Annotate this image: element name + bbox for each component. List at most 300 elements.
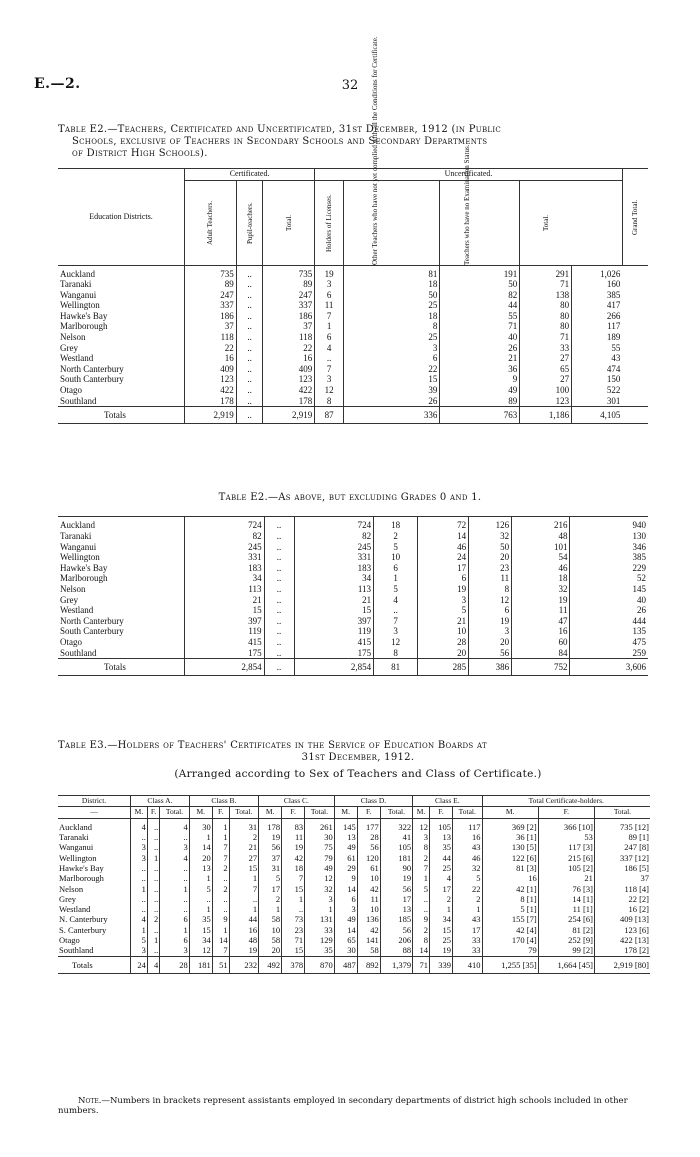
class-c: Class C. <box>259 796 335 807</box>
sub-m: M. <box>131 807 148 818</box>
table-cell: .. <box>131 904 148 914</box>
table-cell: 33 <box>453 945 483 956</box>
table-cell: 1 <box>189 873 212 883</box>
table-cell: 410 <box>453 956 483 973</box>
table-cell: 130 [5] <box>482 842 538 852</box>
totals-label: Totals <box>104 662 126 673</box>
table-cell: 40 <box>570 595 648 606</box>
sub-total: Total. <box>229 807 259 818</box>
table-cell: 131 <box>305 914 335 924</box>
table-cell: 8 <box>374 648 418 659</box>
col-licenses: Holders of Licenses. <box>325 193 334 252</box>
table-cell: 415 <box>185 637 265 648</box>
table-cell: 55 <box>572 343 623 354</box>
table-cell: 5 <box>453 873 483 883</box>
table-cell: 5 <box>374 542 418 553</box>
table-cell: .. <box>212 873 229 883</box>
table-cell: 397 <box>294 616 374 627</box>
table-cell: .. <box>131 873 148 883</box>
table-cell: 178 <box>259 818 282 832</box>
table-cell: 7 <box>212 853 229 863</box>
table-cell: 84 <box>512 648 570 659</box>
table-cell: 19 <box>229 945 259 956</box>
table-cell: 30 <box>189 818 212 832</box>
table-cell: 40 <box>440 332 520 343</box>
table-cell: .. <box>160 904 190 914</box>
table-cell: 5 <box>131 935 148 945</box>
table-cell: 1 <box>212 832 229 842</box>
table-cell: .. <box>160 894 190 904</box>
table-cell: 5 <box>413 884 430 894</box>
table-cell: 14 <box>334 925 357 935</box>
table-cell: 21 <box>538 873 594 883</box>
table-cell: 487 <box>334 956 357 973</box>
table-row <box>58 914 650 924</box>
table-cell: 2,854 <box>294 659 374 676</box>
col-exam: Teachers who have no Examination Status. <box>462 144 471 265</box>
table-cell: 21 <box>440 353 520 364</box>
table-cell: 6 <box>160 914 190 924</box>
table-cell: 15 <box>185 605 265 616</box>
table-row <box>58 584 648 595</box>
district-name: Hawke's Bay <box>60 562 108 573</box>
table-cell: .. <box>236 385 263 396</box>
table-cell: 56 <box>380 925 412 935</box>
table-cell: 80 <box>520 321 572 332</box>
table-cell: 940 <box>570 517 648 531</box>
table-cell: 117 [3] <box>538 842 594 852</box>
district-name: Westland <box>59 904 91 915</box>
document-code: E.—2. <box>34 76 81 92</box>
table-cell: 3 <box>315 279 344 290</box>
table-cell: 42 [1] <box>482 884 538 894</box>
table-cell: 2 <box>212 884 229 894</box>
table-cell: 27 <box>229 853 259 863</box>
table-cell: 126 <box>469 517 512 531</box>
table-cell: 19 <box>315 265 344 279</box>
table-cell: .. <box>147 945 159 956</box>
table-cell: 337 [12] <box>594 853 650 863</box>
table-cell: 18 <box>343 311 439 322</box>
table-cell: 5 [1] <box>482 904 538 914</box>
table-cell: 32 <box>453 863 483 873</box>
table-row <box>58 945 650 956</box>
sub-m: M. <box>413 807 430 818</box>
table-cell: 2,919 <box>263 407 315 424</box>
table-row <box>58 884 650 894</box>
table-cell: 22 <box>185 343 237 354</box>
table-cell: 31 <box>229 818 259 832</box>
table-cell: 177 <box>357 818 380 832</box>
table-cell: 397 <box>185 616 265 627</box>
table-cell: 26 <box>343 396 439 407</box>
table-cell: 24 <box>418 552 469 563</box>
table-cell: 31 <box>259 863 282 873</box>
table-cell: 73 <box>282 914 305 924</box>
table-cell: 247 <box>185 290 237 301</box>
table-cell: 422 <box>263 385 315 396</box>
district-name: Taranaki <box>60 279 92 290</box>
table-cell: .. <box>264 531 294 542</box>
table-cell: 35 <box>429 842 452 852</box>
table-cell: 55 <box>440 311 520 322</box>
table-cell: 444 <box>570 616 648 627</box>
table-cell: 14 <box>334 884 357 894</box>
table-cell: 2 <box>413 853 430 863</box>
table-cell: 170 [4] <box>482 935 538 945</box>
col-total2: Total. <box>541 214 550 231</box>
table-cell: 1 <box>147 935 159 945</box>
table-cell: 7 <box>315 311 344 322</box>
table-cell: 49 <box>440 385 520 396</box>
table-cell: 4 <box>131 914 148 924</box>
table-cell: 5 <box>259 873 282 883</box>
table-cell: 150 <box>572 374 623 385</box>
table-cell: 1 <box>413 873 430 883</box>
district-name: Hawke's Bay <box>60 310 108 321</box>
district-name: Auckland <box>60 268 95 279</box>
table-cell: 11 <box>512 605 570 616</box>
table-cell: 492 <box>259 956 282 973</box>
district-name: S. Canterbury <box>59 924 107 935</box>
table-cell: 4,105 <box>572 407 623 424</box>
table-cell: 186 [5] <box>594 863 650 873</box>
table-cell: 19 <box>512 595 570 606</box>
district-name: N. Canterbury <box>59 914 108 925</box>
table-cell: 232 <box>229 956 259 973</box>
table-cell: .. <box>147 832 159 842</box>
table-cell: 2 <box>212 863 229 873</box>
district-name: Southland <box>60 647 97 658</box>
table-cell: 48 <box>229 935 259 945</box>
table-cell: 105 <box>429 818 452 832</box>
class-d: Class D. <box>334 796 412 807</box>
table-cell: 4 <box>374 595 418 606</box>
table-cell: 1 <box>282 894 305 904</box>
table-cell: 15 <box>189 925 212 935</box>
table-cell: 6 <box>343 353 439 364</box>
totals-row <box>58 659 648 676</box>
district-name: Southland <box>59 945 94 956</box>
table-cell: 5 <box>189 884 212 894</box>
table-cell: 1 <box>131 925 148 935</box>
table-cell: 9 <box>440 374 520 385</box>
table-row <box>58 311 648 322</box>
table-cell: 1 <box>212 818 229 832</box>
table-row <box>58 853 650 863</box>
table-cell: 3 <box>160 945 190 956</box>
table-cell: 8 <box>469 584 512 595</box>
table-cell: 247 <box>263 290 315 301</box>
table-row <box>58 364 648 375</box>
table-cell: 8 <box>315 396 344 407</box>
table-cell: 35 <box>189 914 212 924</box>
table-cell: 1 <box>147 853 159 863</box>
table-cell: 37 <box>263 321 315 332</box>
table-cell: 1 <box>189 832 212 842</box>
table-cell: 183 <box>294 563 374 574</box>
table-cell: 12 <box>413 818 430 832</box>
table-cell: 119 <box>185 626 265 637</box>
table-cell: 4 <box>429 873 452 883</box>
table-cell: 7 <box>282 873 305 883</box>
table-cell: 10 <box>374 552 418 563</box>
footnote: Note.—Numbers in brackets represent assistants employed in secondary departments of district high schools included in other numbers. <box>58 1096 628 1116</box>
table-cell: .. <box>236 343 263 354</box>
table-cell: 36 [1] <box>482 832 538 842</box>
table-cell: 113 <box>185 584 265 595</box>
table-cell: 53 <box>538 832 594 842</box>
table-cell: 4 <box>131 818 148 832</box>
table-cell: .. <box>264 563 294 574</box>
table-cell: 56 <box>357 842 380 852</box>
table-cell: 2,854 <box>185 659 265 676</box>
table-cell: 13 <box>429 832 452 842</box>
table-cell: 100 <box>520 385 572 396</box>
table-cell: 378 <box>282 956 305 973</box>
table-cell: 474 <box>572 364 623 375</box>
table-row <box>58 300 648 311</box>
table-cell: 41 <box>380 832 412 842</box>
table-cell: 44 <box>429 853 452 863</box>
table-cell: 6 <box>315 332 344 343</box>
table-cell: 724 <box>294 517 374 531</box>
table-cell: 75 <box>305 842 335 852</box>
totals-label: Totals <box>104 410 126 421</box>
table-cell: .. <box>236 265 263 279</box>
table-cell: 4 <box>147 956 159 973</box>
table-cell: 58 <box>259 935 282 945</box>
table-cell: 178 [2] <box>594 945 650 956</box>
table-cell: 46 <box>512 563 570 574</box>
sub-m: M. <box>189 807 212 818</box>
table-row <box>58 552 648 563</box>
table-row <box>58 648 648 659</box>
table-cell: 7 <box>413 863 430 873</box>
totals-label: Totals <box>72 959 93 970</box>
table-cell: 175 <box>185 648 265 659</box>
table-cell: 7 <box>315 364 344 375</box>
table-cell: 18 <box>512 573 570 584</box>
table-cell: 25 <box>343 332 439 343</box>
table-cell: .. <box>264 552 294 563</box>
district-name: South Canterbury <box>60 374 124 385</box>
class-e: Class E. <box>413 796 482 807</box>
table-cell: 15 <box>282 884 305 894</box>
table-cell: 337 <box>185 300 237 311</box>
district-name: North Canterbury <box>60 363 124 374</box>
table-cell: 6 <box>418 573 469 584</box>
group-certificated: Certificated. <box>185 169 315 181</box>
table-cell: 44 <box>440 300 520 311</box>
table-cell: 3 <box>315 374 344 385</box>
district-name: Westland <box>60 353 94 364</box>
table-cell: 58 <box>357 945 380 956</box>
table-cell: 56 <box>380 884 412 894</box>
table-row <box>58 616 648 627</box>
table-cell: .. <box>189 894 212 904</box>
district-name: Wellington <box>60 552 100 563</box>
table-cell: 1 <box>160 925 190 935</box>
table-cell: 215 [6] <box>538 853 594 863</box>
table-cell: 339 <box>429 956 452 973</box>
table-cell: .. <box>264 573 294 584</box>
table-cell: 65 <box>334 935 357 945</box>
table-cell: 28 <box>160 956 190 973</box>
table-cell: .. <box>160 873 190 883</box>
table-cell: 247 [8] <box>594 842 650 852</box>
district-name: Taranaki <box>59 832 89 843</box>
table-cell: 291 <box>520 265 572 279</box>
table-cell: 385 <box>572 290 623 301</box>
table-cell: 118 [4] <box>594 884 650 894</box>
table-cell: 14 <box>418 531 469 542</box>
table-cell: 337 <box>263 300 315 311</box>
table-cell: .. <box>212 904 229 914</box>
table-row <box>58 385 648 396</box>
table-cell: 34 <box>429 914 452 924</box>
table-cell: 15 <box>294 605 374 616</box>
table-cell: 30 <box>305 832 335 842</box>
table-row <box>58 396 648 407</box>
table-cell: .. <box>374 605 418 616</box>
sub-f: F. <box>147 807 159 818</box>
table-cell: .. <box>160 832 190 842</box>
table-cell: 2 <box>413 925 430 935</box>
table-cell: 178 <box>185 396 237 407</box>
district-name: Otago <box>60 636 82 647</box>
table-cell: 3 <box>469 626 512 637</box>
table-cell: 331 <box>294 552 374 563</box>
table-cell: 17 <box>259 884 282 894</box>
table-cell: .. <box>147 863 159 873</box>
table-cell: 735 <box>185 265 237 279</box>
table-cell: 475 <box>570 637 648 648</box>
table-cell: .. <box>236 290 263 301</box>
table-cell: 735 <box>263 265 315 279</box>
table-cell: 20 <box>189 853 212 863</box>
table-cell: 44 <box>229 914 259 924</box>
table-cell: 16 <box>453 832 483 842</box>
table-cell: 25 <box>343 300 439 311</box>
table-row <box>58 873 650 883</box>
table-cell: 409 <box>263 364 315 375</box>
district-name: Nelson <box>60 583 86 594</box>
table-cell: 37 <box>185 321 237 332</box>
table-cell: 1 <box>305 904 335 914</box>
table-cell: 79 <box>482 945 538 956</box>
table-cell: 25 <box>429 863 452 873</box>
table-cell: 25 <box>429 935 452 945</box>
table-cell: 99 [2] <box>538 945 594 956</box>
table-cell: 89 <box>440 396 520 407</box>
table-row <box>58 842 650 852</box>
table-cell: 54 <box>512 552 570 563</box>
table-cell: 56 <box>469 648 512 659</box>
table-cell: 16 <box>263 353 315 364</box>
table-cell: 7 <box>229 884 259 894</box>
group-uncertificated: Uncertificated. <box>315 169 623 181</box>
table-cell: 9 <box>212 914 229 924</box>
sub-m: M. <box>334 807 357 818</box>
table-cell: .. <box>147 842 159 852</box>
table-cell: 136 <box>357 914 380 924</box>
table-cell: 12 <box>374 637 418 648</box>
table-cell: 27 <box>520 353 572 364</box>
table-cell: 81 <box>374 659 418 676</box>
table-cell: 81 [2] <box>538 925 594 935</box>
table-cell: 4 <box>315 343 344 354</box>
table-cell: 34 <box>294 573 374 584</box>
table-e2-excluding <box>58 516 648 676</box>
district-name: Otago <box>59 935 80 946</box>
sub-f: F. <box>282 807 305 818</box>
table-cell: 735 [12] <box>594 818 650 832</box>
table-cell: 19 <box>429 945 452 956</box>
table-cell: 34 <box>189 935 212 945</box>
table-cell: .. <box>264 584 294 595</box>
table-cell: 21 <box>185 595 265 606</box>
table-cell: 1,664 [45] <box>538 956 594 973</box>
table-cell: 178 <box>263 396 315 407</box>
table-cell: 1 <box>374 573 418 584</box>
table-cell: 123 <box>185 374 237 385</box>
table-row <box>58 290 648 301</box>
table-cell: 61 <box>334 853 357 863</box>
sub-total: Total. <box>453 807 483 818</box>
table-cell: 71 <box>440 321 520 332</box>
table-cell: .. <box>131 894 148 904</box>
sub-f: F. <box>429 807 452 818</box>
table-cell: 12 <box>189 945 212 956</box>
table-cell: 123 [6] <box>594 925 650 935</box>
district-name: Auckland <box>59 821 93 832</box>
table-cell: 2 <box>259 894 282 904</box>
district-name: Grey <box>60 594 78 605</box>
table-row <box>58 863 650 873</box>
table-cell: 206 <box>380 935 412 945</box>
table-cell: 10 <box>357 873 380 883</box>
table-cell: 10 <box>357 904 380 914</box>
table1-title: Table E2.—Teachers, Certificated and Uncertificated, 31st December, 1912 (in Public Schools, exclusive of Teachers in Secondary Schools and Secondary Departments of District High Schools). <box>58 124 502 159</box>
table-cell: 22 <box>453 884 483 894</box>
table-cell: 42 [4] <box>482 925 538 935</box>
table-cell: 2 <box>147 914 159 924</box>
table-cell: 216 <box>512 517 570 531</box>
table-cell: 13 <box>334 832 357 842</box>
district-name: North Canterbury <box>60 615 124 626</box>
table-cell: 50 <box>440 279 520 290</box>
table-cell: 21 <box>294 595 374 606</box>
table-cell: .. <box>264 605 294 616</box>
table-cell: 83 <box>282 818 305 832</box>
sub-m: M. <box>482 807 538 818</box>
table-cell: 3 <box>343 343 439 354</box>
table-cell: .. <box>236 407 263 424</box>
totals-row <box>58 407 648 424</box>
sub-total: Total. <box>305 807 335 818</box>
table-cell: 122 [6] <box>482 853 538 863</box>
table-cell: 105 <box>380 842 412 852</box>
table-cell: 16 <box>512 626 570 637</box>
table-cell: 19 <box>282 842 305 852</box>
table-cell: 11 <box>469 573 512 584</box>
table-cell: .. <box>236 374 263 385</box>
table-row <box>58 595 648 606</box>
table-cell: .. <box>264 517 294 531</box>
class-a: Class A. <box>131 796 190 807</box>
table-cell: .. <box>264 626 294 637</box>
